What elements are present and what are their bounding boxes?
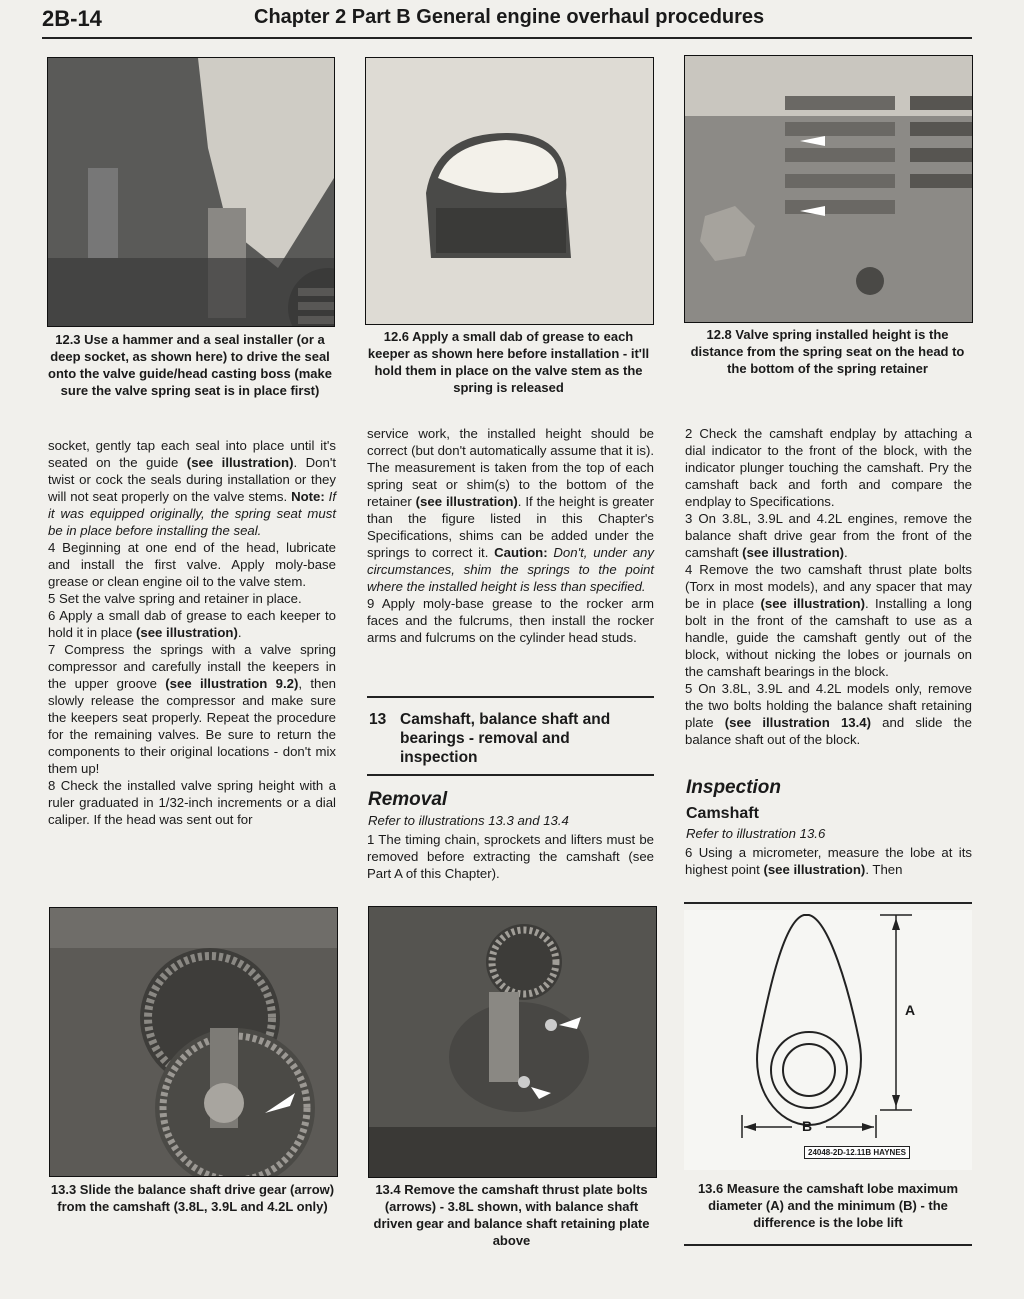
section-rule-bottom xyxy=(367,774,654,776)
camshaft-subheading: Camshaft xyxy=(686,805,759,822)
cross-reference: (see illustration) xyxy=(135,625,238,640)
caption-12-8: 12.8 Valve spring installed height is the distance from the spring seat on the head to the bottom of the spring retainer xyxy=(690,327,965,376)
text: 6 Apply a small dab of grease to each keeper to hold it in place xyxy=(48,608,336,640)
section-title: Camshaft, balance shaft and bearings - removal and inspection xyxy=(400,711,611,766)
paragraph xyxy=(685,510,972,561)
paragraph xyxy=(48,607,336,641)
text: 4 Remove the two camshaft thrust plate bolts (Torx in most models), and any spacer that may be in place xyxy=(685,562,972,611)
cross-reference: (see illustration) xyxy=(763,862,866,877)
paragraph xyxy=(685,561,972,680)
caption-13-4: 13.4 Remove the camshaft thrust plate bolts (arrows) - 3.8L shown, with balance shaft driven gear and balance shaft retaining plate above xyxy=(373,1182,650,1248)
text: . Then xyxy=(865,862,903,877)
label-b: B xyxy=(802,1118,813,1134)
column-3-text xyxy=(685,425,972,748)
text: . xyxy=(237,625,242,640)
cross-reference: (see illustration) xyxy=(186,455,294,470)
cross-reference: (see illustration) xyxy=(415,494,518,509)
cross-reference: (see illustration) xyxy=(742,545,845,560)
text: service work, the installed height should be correct (but don't automatically assume that it is). The measurement is taken from the top of each spring seat or shim(s) to the bottom of the retainer xyxy=(367,426,654,509)
chapter-title: Chapter 2 Part B General engine overhaul procedures xyxy=(254,6,765,28)
caution-label: Caution: xyxy=(494,545,548,560)
label-a: A xyxy=(905,1002,916,1018)
section-13-heading xyxy=(369,710,654,770)
paragraph xyxy=(367,425,654,595)
paragraph xyxy=(685,680,972,748)
photo-13-3 xyxy=(49,907,338,1177)
paragraph: 8 Check the installed valve spring height with a ruler graduated in 1/32-inch increments or a dial caliper. If the head was sent out for xyxy=(48,778,336,827)
text: socket, gently tap each seal into place until it's seated on the guide xyxy=(48,438,336,470)
removal-refer: Refer to illustrations 13.3 and 13.4 xyxy=(368,813,569,828)
text: . If the height is greater than the figure listed in this Chapter's Specifications, shims can be added under the springs to correct it. xyxy=(367,494,654,560)
paragraph: 9 Apply moly-base grease to the rocker arm faces and the fulcrums, then install the rocker arms and fulcrums on the cylinder head studs. xyxy=(367,596,654,645)
caption-13-3: 13.3 Slide the balance shaft drive gear (arrow) from the camshaft (3.8L, 3.9L and 4.2L only) xyxy=(50,1182,335,1214)
paragraph: 4 Beginning at one end of the head, lubricate and install the first valve. Apply moly-base grease or clean engine oil to the valve stem. xyxy=(48,540,336,589)
note-label: Note: xyxy=(291,489,325,504)
paragraph: 5 Set the valve spring and retainer in place. xyxy=(48,591,302,606)
section-number: 13 xyxy=(369,711,387,728)
paragraph xyxy=(685,844,972,878)
haynes-ref-code: 24048-2D-12.11B HAYNES xyxy=(804,1146,910,1159)
text: 7 Compress the springs with a valve spring compressor and carefully install the keepers in the upper groove xyxy=(48,642,336,691)
text: 5 On 3.8L, 3.9L and 4.2L models only, remove the two bolts holding the balance shaft retaining plate xyxy=(685,681,972,730)
paragraph: 2 Check the camshaft endplay by attaching a dial indicator to the front of the block, with the indicator plunger touching the camshaft. Pry the camshaft back and forth and compare the endplay to Specifications. xyxy=(685,426,972,509)
photo-12-8 xyxy=(684,55,973,323)
cam-lobe-outline xyxy=(757,915,861,1125)
text: . Don't twist or cock the seals during installation or they will not seat properly on the valve stems. xyxy=(48,455,337,504)
photo-12-6 xyxy=(365,57,654,325)
removal-heading: Removal xyxy=(368,789,448,810)
caption-12-3: 12.3 Use a hammer and a seal installer (or a deep socket, as shown here) to drive the seal onto the valve guide/head casting boss (make sure the valve spring seat is in place first) xyxy=(48,332,332,398)
text: . Installing a long bolt in the front of the camshaft to use as a handle, guide the camshaft gently out of the block, without nicking the lobes or journals on the camshaft bearings in the block. xyxy=(685,596,972,679)
cross-reference: (see illustration 9.2) xyxy=(165,676,299,691)
cross-reference: (see illustration) xyxy=(760,596,865,611)
text: and slide the balance shaft out of the block. xyxy=(685,715,972,747)
paragraph xyxy=(48,437,336,539)
caution-text: Don't, under any circumstances, shim the springs to the point where the installed height is less than specified. xyxy=(367,545,654,594)
camshaft-lobe-diagram xyxy=(684,910,972,1170)
paragraph: 1 The timing chain, sprockets and lifters must be removed before extracting the camshaft (see Part A of this Chapter). xyxy=(367,832,654,881)
note-text: If it was equipped originally, the spring seat must be in place before installing the seal. xyxy=(48,489,336,538)
text: 6 Using a micrometer, measure the lobe at its highest point xyxy=(685,845,972,877)
page-header xyxy=(42,6,972,36)
caption-12-6: 12.6 Apply a small dab of grease to each keeper as shown here before installation - it'll hold them in place on the valve stem as the spring is released xyxy=(367,329,650,395)
paragraph xyxy=(48,641,336,777)
text: , then slowly release the compressor and make sure the keepers seat properly. Repeat the procedure for the remaining valves. Be sure to return the components to their original locations - don't mix them up! xyxy=(48,676,336,776)
lobe-diagram-svg xyxy=(684,910,972,1170)
removal-text xyxy=(367,831,654,882)
inspection-text xyxy=(685,844,972,878)
cam-bore-inner xyxy=(783,1044,835,1096)
photo-13-4 xyxy=(368,906,657,1178)
inspection-heading: Inspection xyxy=(686,777,782,798)
photo-12-3 xyxy=(47,57,335,327)
caption-13-6: 13.6 Measure the camshaft lobe maximum diameter (A) and the minimum (B) - the difference is the lobe lift xyxy=(697,1181,959,1230)
column-1-text xyxy=(48,437,336,828)
text: 3 On 3.8L, 3.9L and 4.2L engines, remove the balance shaft drive gear from the front of the camshaft xyxy=(685,511,972,560)
header-rule xyxy=(42,37,972,39)
inspection-refer: Refer to illustration 13.6 xyxy=(686,826,826,841)
page-number: 2B-14 xyxy=(42,6,102,31)
column-3-rule xyxy=(684,902,972,904)
column-2-text xyxy=(367,425,654,646)
cross-reference: (see illustration 13.4) xyxy=(724,715,871,730)
column-3-bottom-rule xyxy=(684,1244,972,1246)
text: . xyxy=(844,545,848,560)
section-rule-top xyxy=(367,696,654,698)
